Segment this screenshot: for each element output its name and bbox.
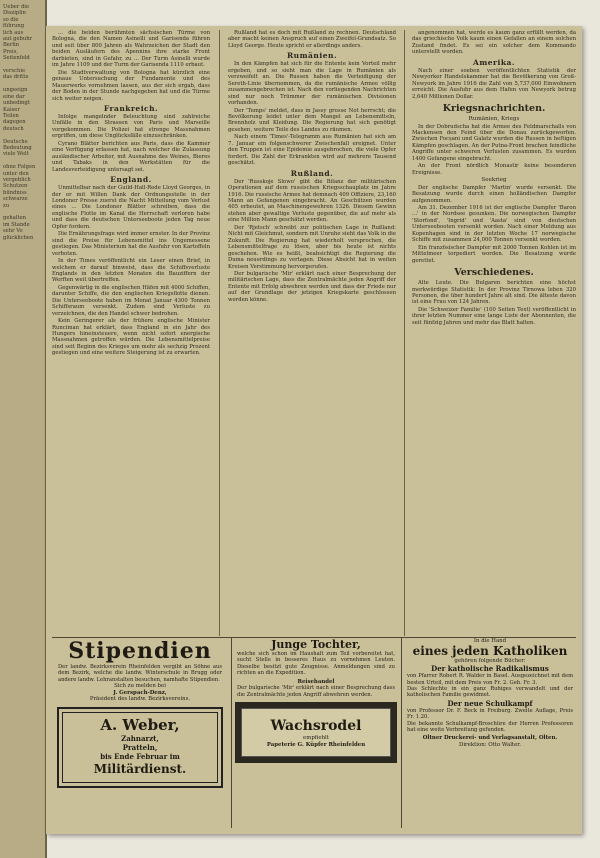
ad-wachsrodel-shop: Papeterie G. Küpfer Rheinfelden: [266, 741, 366, 748]
ad-book-title: Der katholische Radikalismus: [431, 664, 549, 674]
article-paragraph: ... die beiden berühmten sächsischen Türme von Bologna, die den Namen Asinelli und Garisenda führen und seit über 800 Jahren als Wahrzeichen der Stadt den beiden Ausläufern des Apennins ihre starke Front darbieten, sind in Gefahr, zu ... Der Turm Asinelli wurde im Jahre 1109 und der Turm der Garisenda 1110 erbaut.: [52, 30, 210, 69]
article-paragraph: angenommen hat, werde es kaum ganz erfüllt werden, da das griechische Volk kaum einen Gefallen an einem solchen Zustand findet. Es sei ein solcher dem Kommando unterstellt worden.: [412, 30, 576, 56]
spine-adjacent-page: [0, 0, 47, 858]
article-paragraph: Der 'Rjetsch' schreibt zur politischen Lage in Rußland: Nicht mit Gleichmut, sondern mit Unruhe sieht das Volk in die Zukunft. Die Regierung hat wiederholt versprochen, die Lebensmittelfrage zu lösen, aber bis heute ist nichts geschehen. Wie es heißt, beabsichtigt die Regierung die Duma neuerdings zu vertagen. Diese Absicht hat in weiten Kreisen Verstimmung hervorgerufen.: [228, 224, 396, 270]
column-rule: [219, 30, 220, 636]
article-paragraph: Gegenwärtig in die englischen Häfen mit 4000 Schiffen, darunter Schiffe, die den englischen Kriegsflotte dienen. Die Unterseeboote haben im Monat Januar 4300 Tonnen Schiffsraum versenkt. Zudem sind Verluste zu verzeichnen, die den Handel schwer bedrohen.: [52, 284, 210, 317]
article-paragraph: Unmittelbar nach der Guild-Hall-Rede Lloyd Georges, in der er mit Willen Dank der Ordnungsstelle in der Londoner Presse zuerst die Nacht Mitteilung vom Verlust eines ... Die Londoner Blätter schreiben, dass die englische Flotte im Kanal die Herrschaft verloren habe und dass die deutschen Unterseeboote jeden Tag neue Opfer fordern.: [52, 185, 210, 230]
article-paragraph: Der 'Russkoje Slowo' gibt die Bilanz der militärischen Operationen auf dem russischen Kriegsschauplatz im Jahre 1916. Die russische Armee hat demnach 409 Offiziere, 23,160 Mann an Gefangenen eingebracht. An Geschützen wurden 405 erbeutet, an Maschinengewehren 1326. Diesem Gewinn stehen aber gewaltige Verluste gegenüber, die auf mehr als eine Million Mann geschätzt werden.: [228, 178, 396, 224]
ad-publisher: Oltner Druckerei- und Verlagsanstalt, Olten.: [422, 735, 558, 742]
article-paragraph: Die Stadtverwaltung von Bologna hat kürzlich eine genaue Untersuchung der Fundamente und des Mauerwerks vornehmen lassen, aus der sich ergab, dass der Boden in der Stunde nachgegeben hat und die Türme sich weiter neigen.: [52, 69, 210, 102]
article-paragraph: Nach einer soeben veröffentlichten Statistik der Newyorker Handelskammer hat die Bevölkerung von Groß-Newyork im Jahre 1916 die Zahl von 5,737,000 Einwohnern erreicht. Die Ausfuhr aus dem Hafen von Newyork betrug 2,640 Millionen Dollar.: [412, 67, 576, 100]
column-3: [412, 30, 576, 636]
section-heading-kriegsnachrichten: Kriegsnachrichten.: [442, 103, 546, 115]
subheading: Rumänien, Kriegs: [468, 116, 520, 123]
ad-text: Die bekannte Schulkampf-Broschüre der Herren Professoren hat eine weite Verbreitung gefunden.: [407, 720, 573, 734]
ad-text: von Pfarrer Robert R. Walder in Basel. Ausgezeichnet mit dem besten Urteil, mit dem Preis von Fr. 2. Geb. Fr. 3.: [407, 673, 573, 686]
ad-katholiken: [404, 638, 576, 828]
ad-wachsrodel-sub: empfiehlt: [303, 735, 329, 742]
article-paragraph: Der englische Dampfer 'Martin' wurde versenkt. Die Besatzung wurde durch einen holländischen Dampfer aufgenommen.: [412, 184, 576, 204]
ad-title: Junge Tochter,: [271, 638, 361, 651]
ad-subtitle: Reisehandel: [297, 678, 335, 685]
section-heading-russland: Rußland.: [290, 168, 334, 178]
article-paragraph: Der bulgarische 'Mir' erklärt nach einer Besprechung der militärischen Lage, dass die Zentralmächte jeden Angriff der Entente mit Erfolg abwehren werden und dass der Friede nur auf der Grundlage der jetzigen Kriegskarte geschlossen werden könne.: [228, 270, 396, 303]
ad-top-line: In die Hand: [473, 638, 507, 644]
ad-junge-tochter: [234, 638, 398, 828]
ad-signature-name: J. Gerspach-Denz,: [113, 689, 167, 696]
ad-title: eines jeden Katholiken: [412, 643, 568, 658]
article-paragraph: Nach einem 'Times'-Telegramm aus Rumänien hat sich am 7. Januar ein folgenschwerer Zwischenfall ereignet. Unter den Truppen ist eine Epidemie ausgebrochen, die viele Opfer fordert. Die Zahl der Erkrankten wird auf mehrere Tausend geschätzt.: [228, 134, 396, 167]
ad-weber-name: A. Weber,: [100, 716, 180, 734]
ad-weber-line: Militärdienst.: [93, 762, 187, 776]
ad-text: welche sich schon im Haushalt zum Teil vorbereitet hat, sucht Stelle in besseres Haus zu vornehmen Leuten. Dieselbe besitzt gute Zeugnisse. Anmeldungen sind zu richten an die Expedition.: [237, 651, 395, 677]
article-paragraph: Alte Leute. Die Bulgaren berichten eine höchst merkwürdige Statistik: In der Provinz Tirnowa leben 320 Personen, die über hundert Jahre alt sind. Die älteste davon ist eine Frau von 124 Jahren.: [412, 280, 576, 306]
article-paragraph: In der Times veröffentlicht ein Leser einen Brief, in welchem er darauf hinweist, dass die Schiffsverluste Englands in den letzten Monaten die Bauziffern der Werften weit übertreffen.: [52, 258, 210, 284]
column-rule: [404, 30, 405, 636]
column-2: [228, 30, 396, 636]
article-paragraph: Der 'Temps' meldet, dass in Jassy grosse Not herrscht; die Bevölkerung leidet unter dem Mangel an Lebensmitteln, Brennholz und Kleidung. Die Regierung hat sich genötigt gesehen, weitere Teile des Landes zu räumen.: [228, 107, 396, 133]
spine-text: Ueber die Disziplin so die führung lich aus aut gebuhr Berlin Preis, Seitenfeld verschie das dritte ungeeign eine dar unbedingt Kaiser Teilen dagegen deutsch Deutsche Bedeutung viele Welt ohne Folgen unter den vergeblich Schutzen bündniss schwarze zu gehalten im Stande sehr Vo glücklichen: [3, 4, 36, 241]
newspaper-page: [46, 26, 582, 834]
ad-text: Der landw. Bezirksverein Rheinfelden vergibt an Söhne aus dem Bezirk, welche die landw. Winterschule in Brugg oder andere landw. Lehranstalten besuchen, namhafte Stipendien.: [58, 664, 222, 683]
section-heading-rumaenien: Rumänien.: [286, 51, 338, 61]
ad-signature-role: Präsident des landw. Bezirksvereins.: [89, 696, 191, 703]
article-paragraph: In den Kämpfen hat sich für die Entente kein Vorteil mehr ergeben, und so sieht man die Lage in Rumänien als verzweifelt an. Die Russen haben die Verteidigung der Sereth-Linie übernommen, da die rumänische Armee völlig zusammengebrochen ist. Nach den vorliegenden Nachrichten sind nur noch Trümmer der rumänischen Divisionen vorhanden.: [228, 61, 396, 107]
article-paragraph: Die 'Schweizer Familie' (100 Seiten Text) veröffentlicht in ihrer letzten Nummer eine lange Liste der Abonnenten, die seit fünfzig Jahren und mehr das Blatt halten.: [412, 306, 576, 326]
section-heading-frankreich: Frankreich.: [103, 103, 159, 113]
ad-title: Stipendien: [68, 638, 212, 664]
ad-text: Das Schlechte in ein ganz Ruhiges verwandelt und der katholischen Familie gewidmet.: [407, 686, 573, 699]
ad-wachsrodel-box: [235, 702, 397, 763]
article-paragraph: Ein französischer Dampfer mit 2000 Tonnen Kohlen ist im Mittelmeer torpediert worden. Die Besatzung wurde gerettet.: [412, 244, 576, 264]
ad-weber-job: Zahnarzt,: [121, 734, 159, 743]
ad-text: von Professor Dr. F. Beck in Freiburg. Zweite Auflage, Preis Fr. 1.20.: [407, 707, 573, 721]
ad-text: Der bulgarische 'Mir' erklärt nach einer Besprechung dass die Zentralmächte jeden Angriff abwehren werden.: [237, 685, 395, 698]
ad-book-title: Der neue Schulkampf: [447, 698, 533, 708]
ad-weber-line: Pratteln,: [122, 743, 158, 752]
article-paragraph: Kein Geringerer als der frühere englische Minister Runciman hat erklärt, dass England in ein Jahr des Hungers hineinsteuere, wenn nicht sofort energische Massnahmen getroffen würden. Die Lebensmittelpreise sind seit Beginn des Krieges um mehr als sechzig Prozent gestiegen und eine weitere Steigerung ist zu erwarten.: [52, 318, 210, 357]
ad-stipendien: [52, 638, 228, 828]
ad-weber-box: [57, 707, 223, 788]
ad-subtitle: gehören folgende Bücher:: [454, 657, 526, 664]
section-heading-amerika: Amerika.: [473, 57, 515, 67]
article-paragraph: Cyrano Blätter berichten aus Paris, dass die Kammer eine Verfügung erlassen hat, nach welcher die Zulassung ausländischer Arbeiter, mit Ausnahme des Weines, Bieres und Tabaks in den Werkstätten für die Landesverteidigung untersagt sei.: [52, 140, 210, 173]
ad-wachsrodel-title: Wachsrodel: [270, 718, 362, 735]
article-paragraph: Infolge mangelnder Beleuchtung sind zahlreiche Unfälle in den Strassen von Paris und Marseille vorgekommen. Die Polizei hat strenge Massnahmen ergriffen, um diese Unglücksfälle einzuschränken.: [52, 113, 210, 140]
article-paragraph: Am 31. Dezember 1916 ist der englische Dampfer 'Baron ...' in der Nordsee gesunken. Die norwegischen Dampfer 'Storfond', 'Ingrid' und 'Aasta' sind von deutschen Unterseebooten versenkt worden. Nach einer Meldung aus Kopenhagen sind in der letzten Woche 17 norwegische Schiffe mit zusammen 24,000 Tonnen versenkt worden.: [412, 204, 576, 244]
article-paragraph: An der Front nördlich Monastir keine besonderen Ereignisse.: [412, 163, 576, 176]
article-paragraph: In der Dobrudscha hat die Armee des Feldmarschalls von Mackensen den Feind über die Donau zurückgeworfen. Zwischen Focșani und Galatz wurden die Russen in heftigen Kämpfen geschlagen. An der Putna-Front brachen feindliche Angriffe unter schweren Verlusten zusammen. Es wurden 1400 Gefangene eingebracht.: [412, 123, 576, 162]
ad-publisher-direction: Direktion: Otto Walter.: [459, 742, 521, 749]
ad-weber-line: bis Ende Februar im: [100, 752, 180, 761]
article-paragraph: Rußland hat es doch mit Rußland zu rechnen. Deutschland aber macht keinen Anspruch auf einen Zweifel-Grundsatz. So Lloyd George. Heute spricht er allerdings anders.: [228, 30, 396, 49]
article-paragraph: Die Ernährungsfrage wird immer ernster. In der Provinz sind die Preise für Lebensmittel ins Ungemessene gestiegen. Das Ministerium hat die Ausfuhr von Kartoffeln verboten.: [52, 231, 210, 257]
section-heading-verschiedenes: Verschiedenes.: [454, 267, 534, 279]
ad-signature-line: Sich zu melden bei: [114, 683, 166, 690]
subheading: Seekrieg: [481, 177, 507, 184]
advertisement-section: [52, 638, 576, 828]
section-heading-england: England.: [110, 175, 152, 185]
column-1: [52, 30, 210, 636]
